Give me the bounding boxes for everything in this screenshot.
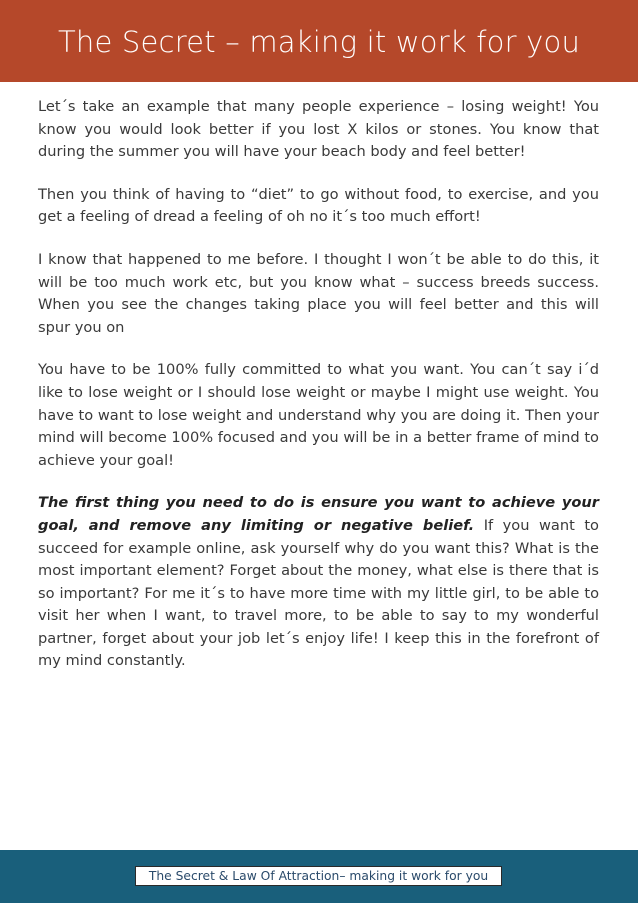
paragraph-5-text: If you want to succeed for example online, ask yourself why do you want this? What is the most important element? Forget about the money, what else is there that is so important? For me it´s to have more time with my little girl, to be able to visit her when I want, to travel more, to be able to say to my wonderful partner, forget about your job let´s enjoy life! I keep this in the forefront of my mind constantly. xyxy=(38,516,599,670)
paragraph-1: Let´s take an example that many people experience – losing weight! You know you would look better if you lost X kilos or stones. You know that during the summer you will have your beach body and feel better! xyxy=(38,98,599,161)
paragraph-5 xyxy=(38,492,599,673)
document-body xyxy=(38,96,599,693)
paragraph-4: You have to be 100% fully committed to what you want. You can´t say i´d like to lose weight or I should lose weight or maybe I might use weight. You have to want to lose weight and understand why you are doing it. Then your mind will become 100% focused and you will be in a better frame of mind to achieve your goal! xyxy=(38,361,599,469)
footer-label-box xyxy=(135,866,502,886)
page-title: The Secret – making it work for you xyxy=(57,25,581,59)
paragraph-5-bold-lead: The first thing you need to do is ensure you want to achieve your goal, and remove any limiting or negative belief. xyxy=(38,494,599,534)
paragraph-3: I know that happened to me before. I thought I won´t be able to do this, it will be too much work etc, but you know what – success breeds success. When you see the changes taking place you will feel better and this will spur you on xyxy=(38,250,599,336)
paragraph-2: Then you think of having to “diet” to go without food, to exercise, and you get a feeling of dread a feeling of oh no it´s too much effort! xyxy=(38,185,599,226)
page-header xyxy=(0,0,638,82)
footer-label: The Secret & Law Of Attraction– making it work for you xyxy=(148,869,489,883)
